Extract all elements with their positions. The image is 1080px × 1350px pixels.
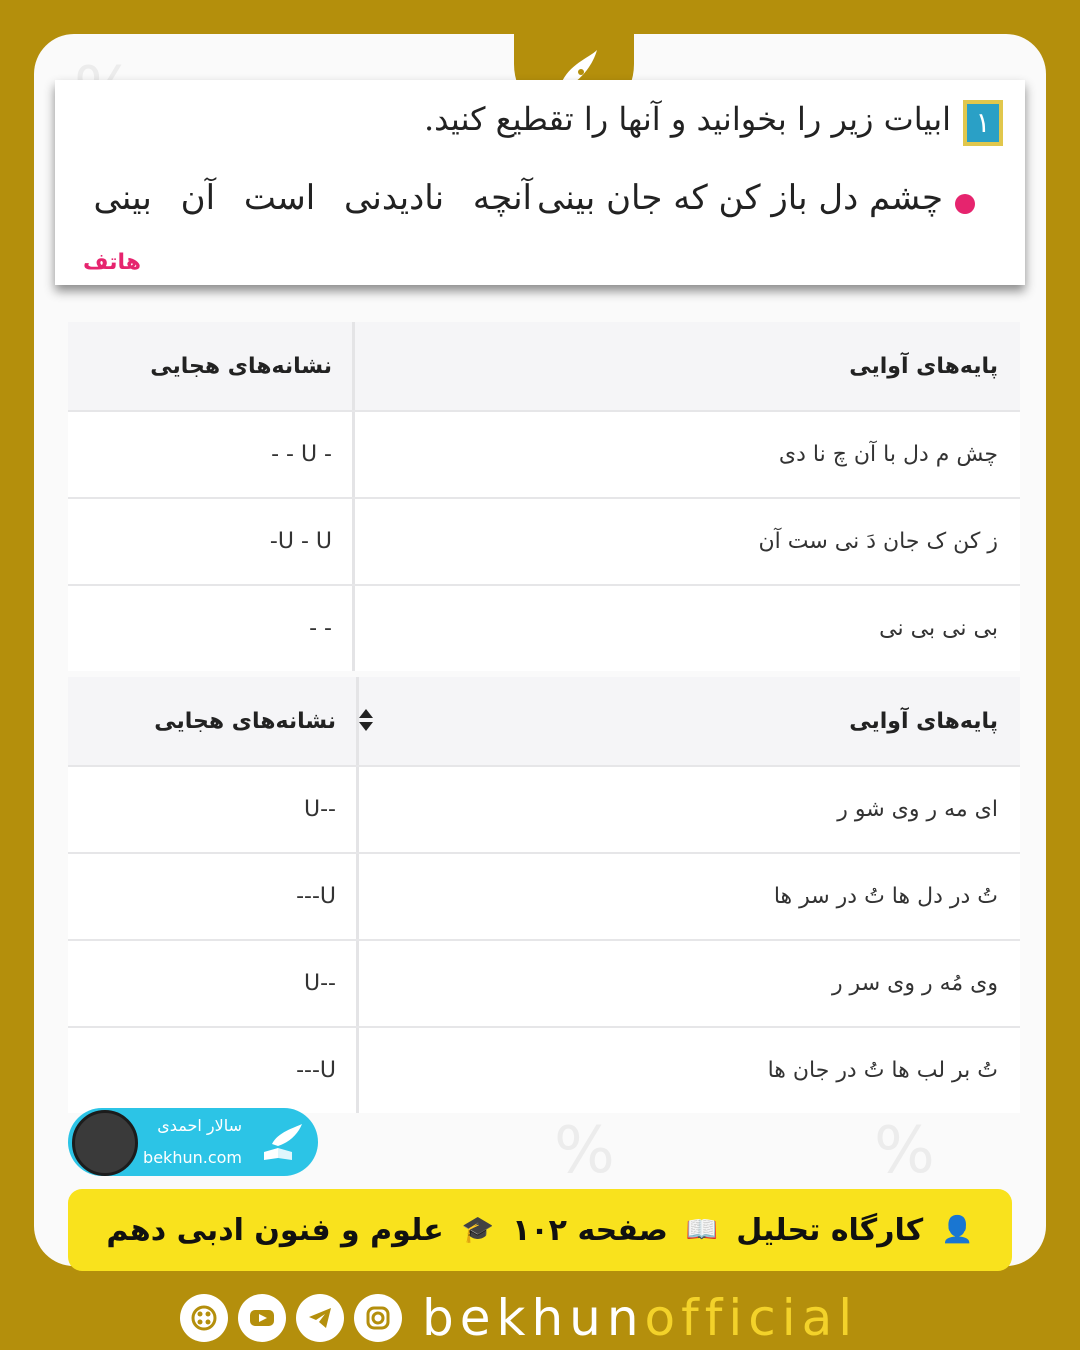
verse-hemistich-2: آنچه نادیدنی است آن بینی xyxy=(93,178,532,218)
header-feet: پایه‌های آوایی xyxy=(356,677,1020,765)
book-icon: 📖 xyxy=(685,1215,719,1245)
cell-marks-value: U-- xyxy=(304,797,336,822)
instagram-icon[interactable] xyxy=(354,1294,402,1342)
aparat-icon[interactable] xyxy=(180,1294,228,1342)
cell-feet: تُ بر لب ها تُ در جان ها xyxy=(356,1028,1020,1113)
cell-marks xyxy=(68,1028,356,1113)
header-feet: پایه‌های آوایی xyxy=(352,322,1020,410)
cell-marks-value: ---U xyxy=(296,884,336,909)
cell-marks-value: ---U xyxy=(296,1058,336,1083)
author-site[interactable]: bekhun.com xyxy=(143,1148,242,1167)
title-banner xyxy=(68,1189,1012,1271)
banner-workshop: کارگاه تحلیل xyxy=(736,1212,924,1248)
banner-page: صفحه ۱۰۲ xyxy=(512,1212,668,1248)
brand-handle xyxy=(422,1289,858,1347)
verse-hemistich-1: چشم دل باز کن که جان بینی xyxy=(536,178,943,218)
table-header-row xyxy=(68,677,1020,767)
table-row xyxy=(68,1028,1020,1113)
table-row xyxy=(68,767,1020,854)
header-marks: نشانه‌های هجایی xyxy=(150,353,332,379)
cell-feet: وی مُه ر وی سر ر xyxy=(356,941,1020,1026)
cell-marks-value: - - U - xyxy=(271,442,332,467)
telegram-icon[interactable] xyxy=(296,1294,344,1342)
brand-part-1: bekhun xyxy=(422,1289,645,1347)
cell-marks xyxy=(68,854,356,939)
cell-feet: ای مه ر وی شو ر xyxy=(356,767,1020,852)
youtube-icon[interactable] xyxy=(238,1294,286,1342)
avatar xyxy=(72,1110,138,1176)
background-doodle-icon: % xyxy=(874,1114,935,1188)
teacher-icon: 👤 xyxy=(941,1215,974,1245)
brand-part-2: official xyxy=(644,1289,859,1347)
poet-name: هاتف xyxy=(83,250,141,275)
cell-marks xyxy=(68,941,356,1026)
cell-marks xyxy=(68,412,352,497)
cell-feet: بی نی بی نی xyxy=(352,586,1020,671)
author-name: سالار احمدی xyxy=(157,1116,242,1135)
scansion-table-1 xyxy=(68,322,1020,671)
author-badge xyxy=(68,1108,318,1176)
background-doodle-icon: % xyxy=(554,1114,615,1188)
graduation-cap-icon: 🎓 xyxy=(461,1215,495,1245)
question-box xyxy=(55,80,1025,285)
table-row xyxy=(68,854,1020,941)
cell-marks xyxy=(68,499,352,584)
sort-icon[interactable] xyxy=(358,707,374,733)
cell-marks xyxy=(68,767,356,852)
scansion-table-2 xyxy=(68,677,1020,1113)
bullet-icon xyxy=(955,194,975,214)
table-row xyxy=(68,412,1020,499)
cell-feet: تُ در دل ها تُ در سر ها xyxy=(356,854,1020,939)
table-header-row xyxy=(68,322,1020,412)
cell-marks-value: -U - U xyxy=(269,529,332,554)
cell-marks xyxy=(68,586,352,671)
cell-feet: ز کن ک جان دَ نی ست آن xyxy=(352,499,1020,584)
bekhun-logo-icon xyxy=(260,1122,306,1162)
table-row xyxy=(68,499,1020,586)
question-number: ۱ xyxy=(963,100,1003,146)
table-row xyxy=(68,586,1020,671)
cell-marks-value: - - xyxy=(309,616,332,641)
table-row xyxy=(68,941,1020,1028)
banner-course: علوم و فنون ادبی دهم xyxy=(106,1212,444,1248)
header-marks: نشانه‌های هجایی xyxy=(154,708,336,734)
verse-row xyxy=(93,178,975,228)
social-footer xyxy=(180,1288,900,1348)
question-instruction: ابیات زیر را بخوانید و آنها را تقطیع کنید. xyxy=(423,100,951,138)
cell-marks-value: U-- xyxy=(304,971,336,996)
cell-feet: چش م دل با آن چ نا دی xyxy=(352,412,1020,497)
